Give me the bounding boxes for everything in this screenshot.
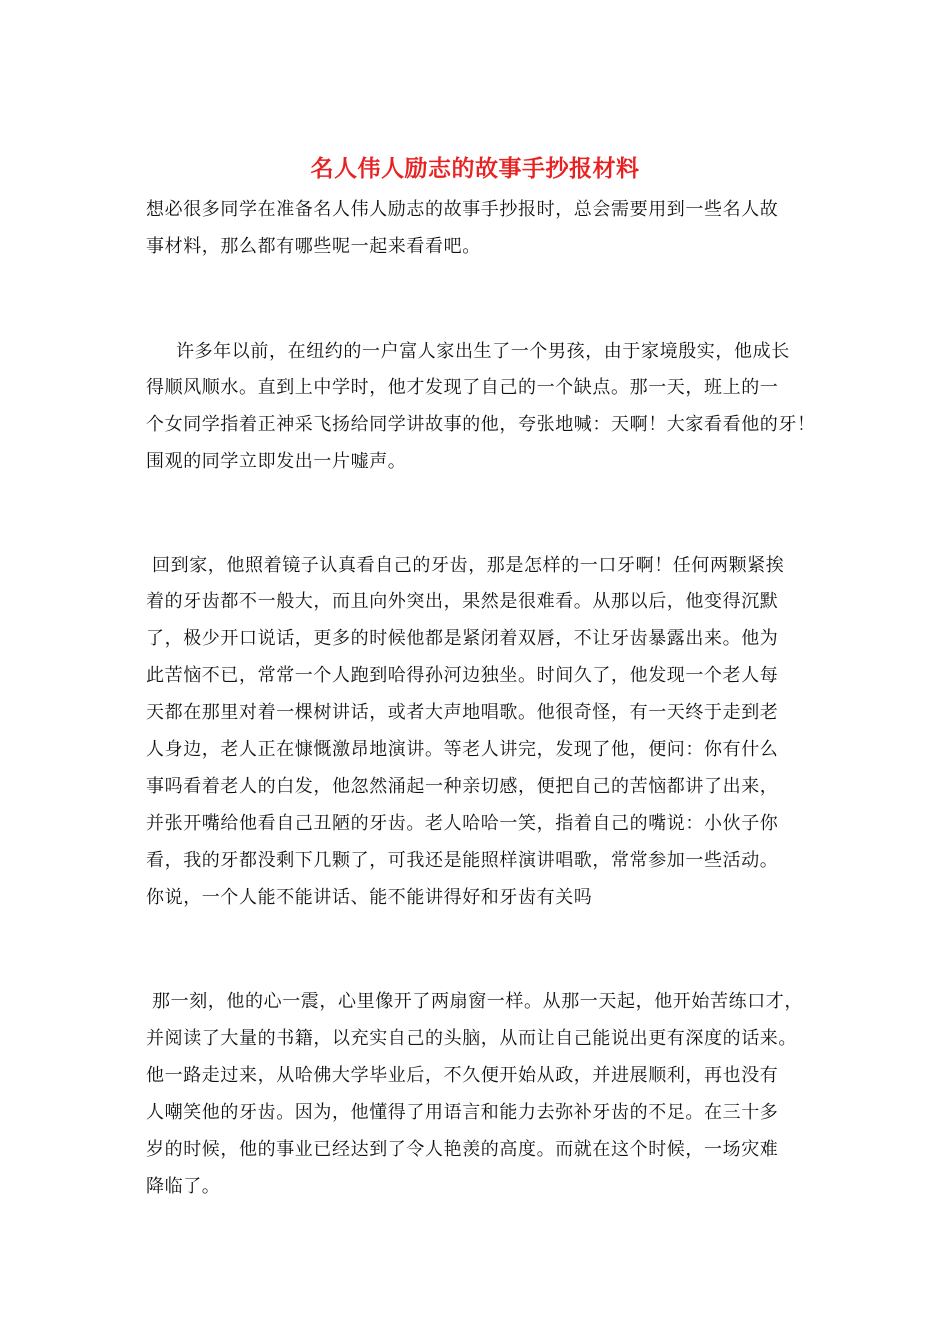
text-line: 天都在那里对着一棵树讲话，或者大声地唱歌。他很奇怪，有一天终于走到老 — [146, 702, 779, 723]
text-line: 此苦恼不已，常常一个人跑到哈得孙河边独坐。时间久了，他发现一个老人每 — [146, 665, 779, 686]
text-line: 事材料，那么都有哪些呢一起来看看吧。 — [146, 236, 481, 257]
text-line: 得顺风顺水。直到上中学时，他才发现了自己的一个缺点。那一天，班上的一 — [146, 377, 779, 398]
document-title: 名人伟人励志的故事手抄报材料 — [310, 155, 640, 182]
text-line: 他一路走过来，从哈佛大学毕业后，不久便开始从政，并进展顺利，再也没有 — [146, 1065, 779, 1086]
text-line: 人嘲笑他的牙齿。因为，他懂得了用语言和能力去弥补牙齿的不足。在三十多 — [146, 1102, 779, 1123]
text-line: 着的牙齿都不一般大，而且向外突出，果然是很难看。从那以后，他变得沉默 — [146, 591, 779, 612]
text-line: 你说，一个人能不能讲话、能不能讲得好和牙齿有关吗 — [146, 887, 593, 908]
text-line: 那一刻，他的心一震，心里像开了两扇窗一样。从那一天起，他开始苦练口才， — [152, 991, 803, 1012]
text-line: 并张开嘴给他看自己丑陋的牙齿。老人哈哈一笑，指着自己的嘴说：小伙子你 — [146, 813, 779, 834]
text-line: 个女同学指着正神采飞扬给同学讲故事的他，夸张地喊：天啊！大家看看他的牙！ — [146, 414, 816, 435]
text-line: 人身边，老人正在慷慨激昂地演讲。等老人讲完，发现了他，便问：你有什么 — [146, 739, 779, 760]
text-line: 了，极少开口说话，更多的时候他都是紧闭着双唇，不让牙齿暴露出来。他为 — [146, 628, 779, 649]
text-line: 想必很多同学在准备名人伟人励志的故事手抄报时，总会需要用到一些名人故 — [146, 199, 779, 220]
text-line: 回到家，他照着镜子认真看自己的牙齿，那是怎样的一口牙啊！任何两颗紧挨 — [152, 555, 785, 576]
text-line: 围观的同学立即发出一片嘘声。 — [146, 451, 407, 472]
text-line: 看，我的牙都没剩下几颗了，可我还是能照样演讲唱歌，常常参加一些活动。 — [146, 850, 779, 871]
text-line: 降临了。 — [146, 1176, 221, 1197]
text-line: 并阅读了大量的书籍，以充实自己的头脑，从而让自己能说出更有深度的话来。 — [146, 1028, 797, 1049]
text-line: 事吗看着老人的白发，他忽然涌起一种亲切感，便把自己的苦恼都讲了出来， — [146, 776, 779, 797]
text-line: 许多年以前，在纽约的一户富人家出生了一个男孩，由于家境殷实，他成长 — [176, 341, 790, 362]
text-line: 岁的时候，他的事业已经达到了令人艳羡的高度。而就在这个时候，一场灾难 — [146, 1139, 779, 1160]
